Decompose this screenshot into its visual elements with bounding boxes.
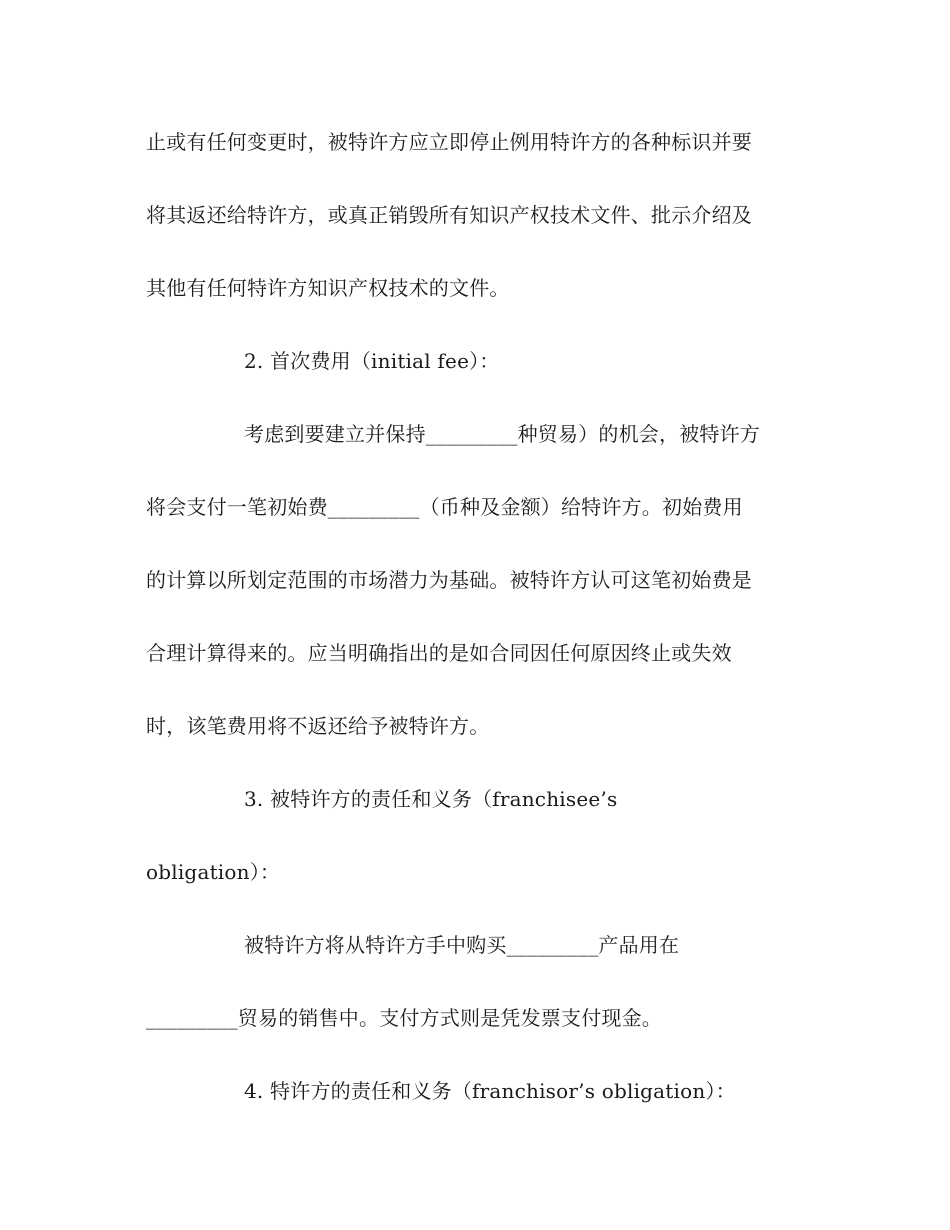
paragraph-line: 的计算以所划定范围的市场潜力为基础。被特许方认可这笔初始费是 <box>146 568 752 592</box>
paragraph-line: 时，该笔费用将不返还给予被特许方。 <box>146 714 490 738</box>
paragraph-line: 合理计算得来的。应当明确指出的是如合同因任何原因终止或失效 <box>146 641 732 665</box>
paragraph-line: 被特许方将从特许方手中购买_________产品用在 <box>244 933 680 957</box>
paragraph-line: 考虑到要建立并保持_________种贸易）的机会，被特许方 <box>244 422 760 446</box>
paragraph-line: 将会支付一笔初始费_________（币种及金额）给特许方。初始费用 <box>146 495 743 519</box>
section-heading-continuation: obligation）： <box>146 860 281 884</box>
paragraph-line: 止或有任何变更时，被特许方应立即停止例用特许方的各种标识并要 <box>146 130 752 154</box>
section-heading: 2. 首次费用（initial fee）： <box>244 349 500 373</box>
section-heading: 3. 被特许方的责任和义务（franchisee’s <box>244 787 618 811</box>
paragraph-line: 其他有任何特许方知识产权技术的文件。 <box>146 276 510 300</box>
paragraph-line: _________贸易的销售中。支付方式则是凭发票支付现金。 <box>146 1006 662 1030</box>
section-heading: 4. 特许方的责任和义务（franchisor’s obligation）： <box>244 1079 736 1103</box>
paragraph-line: 将其返还给特许方，或真正销毁所有知识产权技术文件、批示介绍及 <box>146 203 752 227</box>
